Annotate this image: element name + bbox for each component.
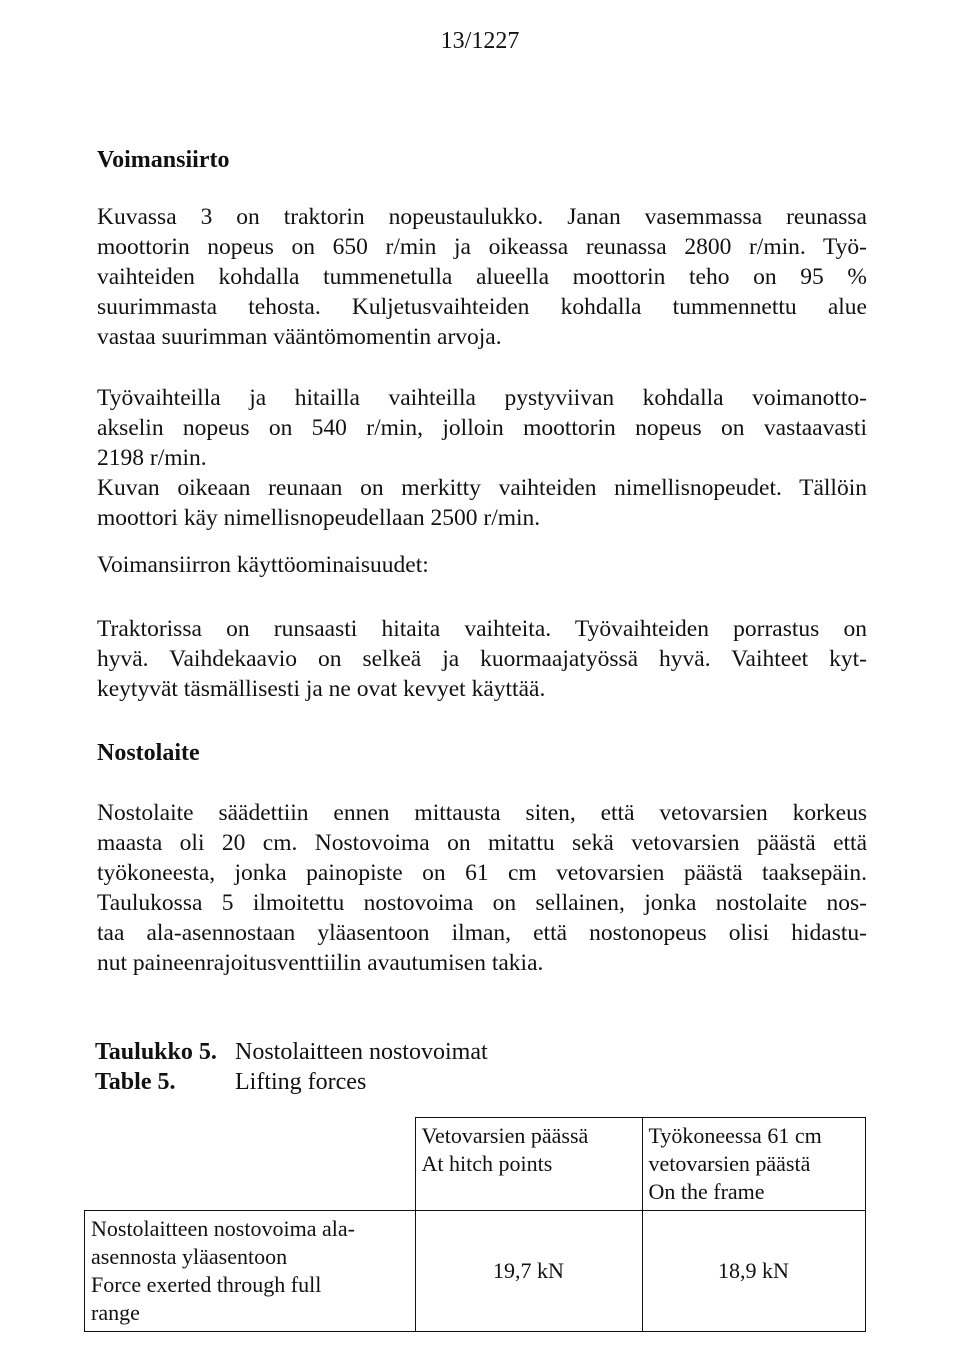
paragraph-speed-table — [97, 202, 867, 352]
text-line: vastaa suurimman vääntömomentin arvoja. — [97, 324, 502, 350]
row-label-line: asennosta yläasentoon — [91, 1244, 288, 1269]
text-line: keytyvät täsmällisesti ja ne ovat kevyet käyttää. — [97, 676, 546, 702]
row-label-line: Force exerted through full — [91, 1272, 322, 1297]
text-line: Kuvassa 3 on traktorin nopeustaulukko. Janan vasemmassa reunassa — [97, 204, 867, 230]
text-line: moottorin nopeus on 650 r/min ja oikeassa reunassa 2800 r/min. Työ- — [97, 234, 867, 260]
row-label-cell — [85, 1211, 416, 1332]
text-line: hyvä. Vaihdekaavio on selkeä ja kuormaajatyössä hyvä. Vaihteet kyt- — [97, 646, 867, 672]
lifting-forces-table — [84, 1117, 866, 1332]
text-line: taa ala-asennostaan yläasentoon ilman, että nostonopeus olisi hidastu- — [97, 920, 867, 946]
text-line: suurimmasta tehosta. Kuljetusvaihteiden kohdalla tummennettu alue — [97, 294, 867, 320]
header-cell-frame — [642, 1118, 865, 1211]
text-line: Nostolaite säädettiin ennen mittausta siten, että vetovarsien korkeus — [97, 800, 867, 826]
text-line: työkoneesta, jonka painopiste on 61 cm vetovarsien päästä taaksepäin. — [97, 860, 867, 886]
subheading-properties — [97, 550, 867, 580]
paragraph-gear-properties — [97, 614, 867, 704]
text-line: Traktorissa on runsaasti hitaita vaihteita. Työvaihteiden porrastus on — [97, 616, 867, 642]
empty-corner-cell — [85, 1118, 416, 1211]
section-heading-nostolaite: Nostolaite — [97, 740, 200, 766]
header-cell-hitch-points — [415, 1118, 642, 1211]
header-line: On the frame — [648, 1179, 765, 1204]
text-line: vaihteiden kohdalla tummenetulla alueella moottorin teho on 95 % — [97, 264, 867, 290]
table-caption-fi — [95, 1037, 488, 1067]
text-line: Kuvan oikeaan reunaan on merkitty vaihteiden nimellisnopeudet. Tällöin — [97, 475, 867, 501]
paragraph-pto-speed — [97, 383, 867, 533]
caption-text: Lifting forces — [235, 1069, 367, 1095]
row-label-line: Nostolaitteen nostovoima ala- — [91, 1216, 355, 1241]
text-line: Taulukossa 5 ilmoitettu nostovoima on sellainen, jonka nostolaite nos- — [97, 890, 867, 916]
row-label-line: range — [91, 1300, 140, 1325]
section-heading-voimansiirto: Voimansiirto — [97, 147, 230, 173]
table-header-row — [85, 1118, 866, 1211]
caption-label: Taulukko 5. — [95, 1039, 217, 1065]
header-line: vetovarsien päästä — [648, 1151, 811, 1176]
table-caption-en — [95, 1067, 366, 1097]
value-cell-hitch-points: 19,7 kN — [415, 1211, 642, 1332]
paragraph-hitch — [97, 798, 867, 978]
header-line: Työkoneessa 61 cm — [648, 1123, 822, 1148]
value-cell-frame: 18,9 kN — [642, 1211, 865, 1332]
text-line: Työvaihteilla ja hitailla vaihteilla pystyviivan kohdalla voimanotto- — [97, 385, 867, 411]
page-number: 13/1227 — [440, 28, 520, 54]
table-row — [85, 1211, 866, 1332]
text-line: Voimansiirron käyttöominaisuudet: — [97, 552, 429, 578]
header-line: Vetovarsien päässä — [421, 1123, 589, 1148]
text-line: maasta oli 20 cm. Nostovoima on mitattu sekä vetovarsien päästä että — [97, 830, 867, 856]
text-line: nut paineenrajoitusventtiilin avautumisen takia. — [97, 950, 544, 976]
header-line: At hitch points — [421, 1151, 553, 1176]
text-line: akselin nopeus on 540 r/min, jolloin moottorin nopeus on vastaavasti — [97, 415, 867, 441]
caption-text: Nostolaitteen nostovoimat — [235, 1039, 488, 1065]
caption-label: Table 5. — [95, 1069, 176, 1095]
text-line: moottori käy nimellisnopeudellaan 2500 r/min. — [97, 505, 541, 531]
text-line: 2198 r/min. — [97, 445, 207, 471]
